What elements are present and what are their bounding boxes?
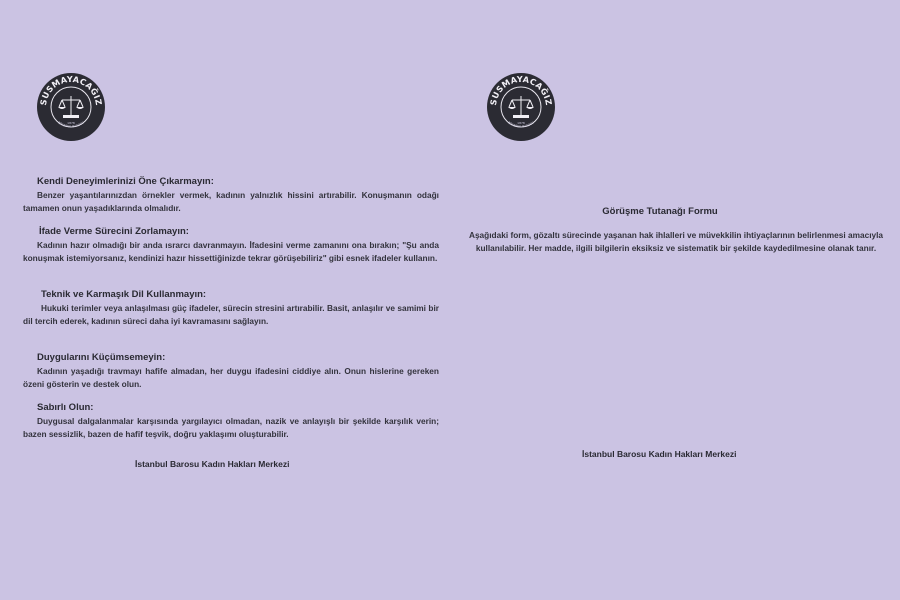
logo-text-left: SUSMAYACAĞIZ — [37, 73, 105, 107]
logo-subtext-right: İSTANBUL BAROSU — [507, 120, 535, 129]
section-4-heading: Duygularını Küçümsemeyin: — [37, 352, 166, 363]
logo-year-left: 1878 — [67, 121, 75, 125]
section-5-body: Duygusal dalgalanmalar karşısında yargılayıcı olmadan, nazik ve anlayışlı bir şekilde karşılık verin; bazen sessizlik, bazen de hafif teşvik, doğru yaklaşımı oluşturabilir. — [23, 416, 439, 439]
susmayacagiz-logo-left — [36, 72, 106, 142]
section-4-body: Kadının yaşadığı travmayı hafife almadan, her duygu ifadesini ciddiye alın. Onun hislerine gereken özeni gösterin ve destek olun. — [23, 366, 439, 389]
section-1-body: Benzer yaşantılarınızdan örnekler vermek, kadının yalnızlık hissini artırabilir. Konuşmanın odağı tamamen onun yaşadıklarında olmalıdır. — [23, 190, 439, 213]
section-2-body: Kadının hazır olmadığı bir anda ısrarcı davranmayın. İfadesini verme zamanını ona bırakın; "Şu anda konuşmak istemiyorsanız, kendinizi hazır hissettiğinizde tekrar görüşebiliriz" gibi esnek ifadeler kullanın. — [23, 240, 439, 263]
logo-year-right: 1878 — [517, 121, 525, 125]
section-2-heading: İfade Verme Sürecini Zorlamayın: — [39, 226, 189, 237]
section-1 — [23, 176, 439, 214]
section-3 — [23, 289, 439, 327]
form-description: Aşağıdaki form, gözaltı sürecinde yaşanan hak ihlalleri ve müvekkilin ihtiyaçlarının belirlenmesi amacıyla kullanılabilir. Her madde, ilgili bilgilerin eksiksiz ve sistematik bir şekilde kaydedilmesine olanak tanır. — [468, 230, 884, 253]
footer-right: İstanbul Barosu Kadın Hakları Merkezi — [582, 449, 737, 459]
scales-of-justice-icon — [486, 72, 556, 142]
section-3-heading: Teknik ve Karmaşık Dil Kullanmayın: — [41, 289, 207, 300]
section-5-heading: Sabırlı Olun: — [37, 402, 94, 413]
section-5 — [23, 402, 439, 440]
section-2 — [23, 226, 439, 264]
logo-subtext-left: İSTANBUL BAROSU — [57, 120, 85, 129]
susmayacagiz-logo-right — [486, 72, 556, 142]
scales-of-justice-icon — [36, 72, 106, 142]
section-3-body: Hukuki terimler veya anlaşılması güç ifadeler, sürecin stresini artırabilir. Basit, anlaşılır ve samimi bir dil tercih ederek, kadının süreci daha iyi kavramasını sağlayın. — [23, 303, 439, 326]
section-1-heading: Kendi Deneyimlerinizi Öne Çıkarmayın: — [37, 176, 214, 187]
footer-left: İstanbul Barosu Kadın Hakları Merkezi — [135, 459, 290, 469]
logo-text-right: SUSMAYACAĞIZ — [487, 73, 555, 107]
section-4 — [23, 352, 439, 390]
form-title: Görüşme Tutanağı Formu — [602, 206, 718, 217]
